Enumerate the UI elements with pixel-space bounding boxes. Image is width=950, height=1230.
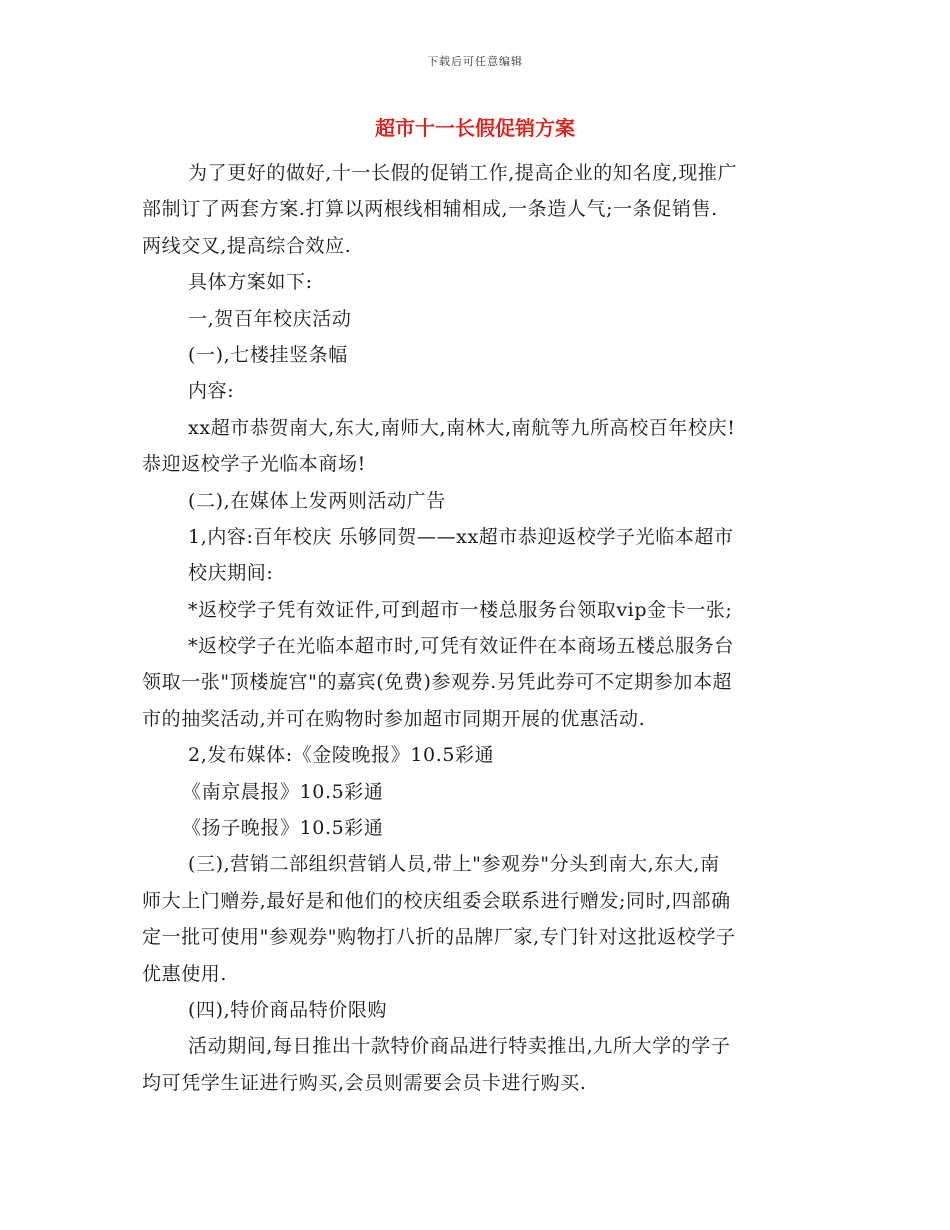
paragraph-line: 校庆期间: xyxy=(188,562,274,585)
document-body xyxy=(142,155,812,1101)
paragraph-line: 《南京晨报》10.5彩通 xyxy=(182,780,384,803)
paragraph-line: 活动期间,每日推出十款特价商品进行特卖推出,九所大学的学子 xyxy=(188,1035,731,1058)
subsection-heading: (一),七楼挂竖条幅 xyxy=(188,343,348,366)
paragraph-line: 恭迎返校学子光临本商场! xyxy=(142,453,366,476)
paragraph-line: 定一批可使用"参观券"购物打八折的品牌厂家,专门针对这批返校学子 xyxy=(142,926,736,949)
paragraph-line: 优惠使用. xyxy=(142,962,228,985)
paragraph-line: 领取一张"顶楼旋宫"的嘉宾(免费)参观券.另凭此券可不定期参加本超 xyxy=(142,671,733,694)
paragraph-line: 师大上门赠券,最好是和他们的校庆组委会联系进行赠发;同时,四部确 xyxy=(142,889,731,912)
page-header-note: 下载后可任意编辑 xyxy=(427,55,523,68)
paragraph-line: 两线交叉,提高综合效应. xyxy=(142,234,352,257)
paragraph-line: 市的抽奖活动,并可在购物时参加超市同期开展的优惠活动. xyxy=(142,707,646,730)
subsection-heading: (二),在媒体上发两则活动广告 xyxy=(188,489,446,512)
paragraph-line: 具体方案如下: xyxy=(188,271,313,294)
paragraph-line: 《扬子晚报》10.5彩通 xyxy=(182,817,384,840)
paragraph-line: 2,发布媒体:《金陵晚报》10.5彩通 xyxy=(188,744,495,767)
paragraph-line: 为了更好的做好,十一长假的促销工作,提高企业的知名度,现推广 xyxy=(188,162,738,184)
paragraph-line: 部制订了两套方案.打算以两根线相辅相成,一条造人气;一条促销售. xyxy=(142,198,718,221)
document-title: 超市十一长假促销方案 xyxy=(375,116,575,140)
paragraph-line: *返校学子在光临本超市时,可凭有效证件在本商场五楼总服务台 xyxy=(188,635,734,658)
paragraph-line: 内容: xyxy=(188,380,235,403)
section-heading: 一,贺百年校庆活动 xyxy=(188,307,352,330)
paragraph-line: xx超市恭贺南大,东大,南师大,南林大,南航等九所高校百年校庆! xyxy=(188,416,736,439)
paragraph-line: *返校学子凭有效证件,可到超市一楼总服务台领取vip金卡一张; xyxy=(188,598,733,621)
subsection-heading: (三),营销二部组织营销人员,带上"参观券"分头到南大,东大,南 xyxy=(188,853,720,876)
subsection-heading: (四),特价商品特价限购 xyxy=(188,998,388,1021)
paragraph-line: 1,内容:百年校庆 乐够同贺——xx超市恭迎返校学子光临本超市 xyxy=(188,525,734,548)
paragraph-line: 均可凭学生证进行购买,会员则需要会员卡进行购买. xyxy=(142,1071,587,1094)
